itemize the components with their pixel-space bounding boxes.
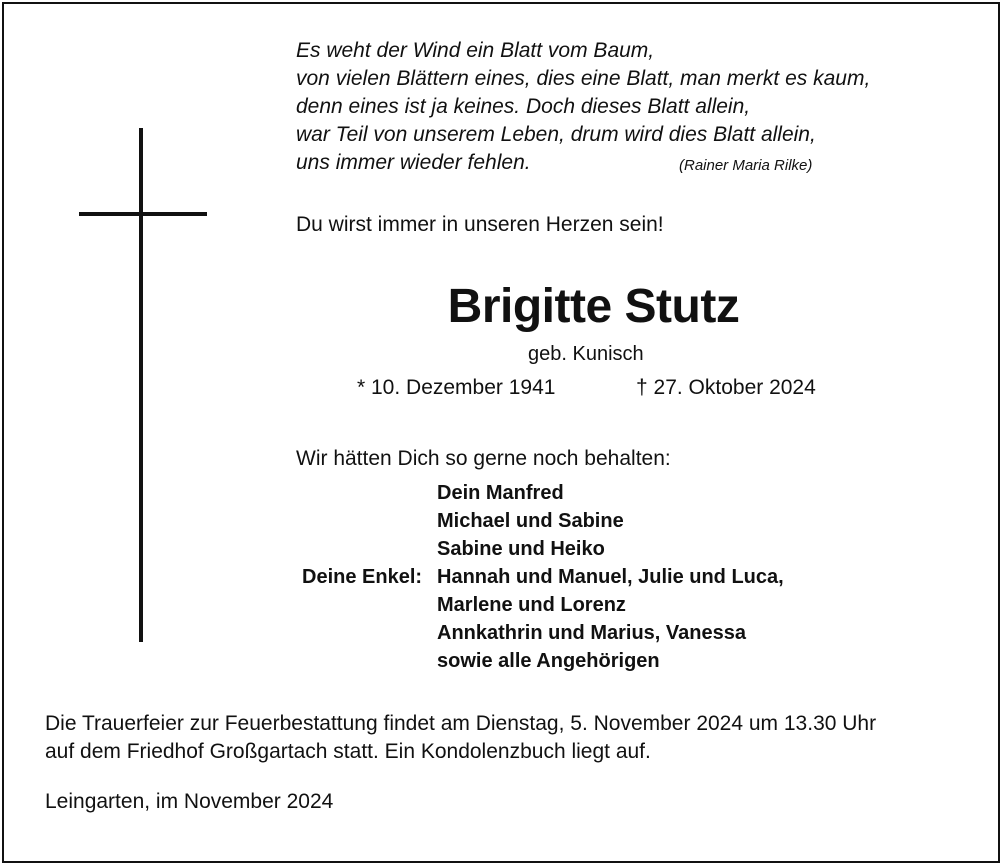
ceremony-notice [45,710,876,766]
mourner-line: Michael und Sabine [437,510,624,532]
birth-date: * 10. Dezember 1941 [357,376,556,399]
ceremony-line: auf dem Friedhof Großgartach statt. Ein Kondolenzbuch liegt auf. [45,740,651,763]
death-date: † 27. Oktober 2024 [636,376,816,399]
grandchildren-label: Deine Enkel: [302,566,423,588]
poem-author: (Rainer Maria Rilke) [679,157,813,174]
poem-line: denn eines ist ja keines. Doch dieses Blatt allein, [296,95,751,118]
cross-vertical-bar [139,128,143,642]
mourner-line: Marlene und Lorenz [437,594,626,616]
place-date: Leingarten, im November 2024 [45,790,334,813]
poem-line: war Teil von unserem Leben, drum wird dies Blatt allein, [296,123,816,146]
motto: Du wirst immer in unseren Herzen sein! [296,213,664,236]
mourner-line: Dein Manfred [437,482,564,504]
poem-line: Es weht der Wind ein Blatt vom Baum, [296,39,655,62]
mourners-intro: Wir hätten Dich so gerne noch behalten: [296,447,671,470]
mourner-line: sowie alle Angehörigen [437,650,660,672]
birth-name: geb. Kunisch [528,343,644,365]
ceremony-line: Die Trauerfeier zur Feuerbestattung findet am Dienstag, 5. November 2024 um 13.30 Uhr [45,712,877,735]
poem [296,37,870,177]
cross-horizontal-bar [79,212,207,216]
mourners-list [437,479,784,675]
mourner-line: Hannah und Manuel, Julie und Luca, [437,566,784,588]
poem-line: von vielen Blättern eines, dies eine Blatt, man merkt es kaum, [296,67,871,90]
deceased-name: Brigitte Stutz [447,280,740,333]
poem-line: uns immer wieder fehlen. [296,151,531,174]
mourner-line: Annkathrin und Marius, Vanessa [437,622,746,644]
mourner-line: Sabine und Heiko [437,538,605,560]
